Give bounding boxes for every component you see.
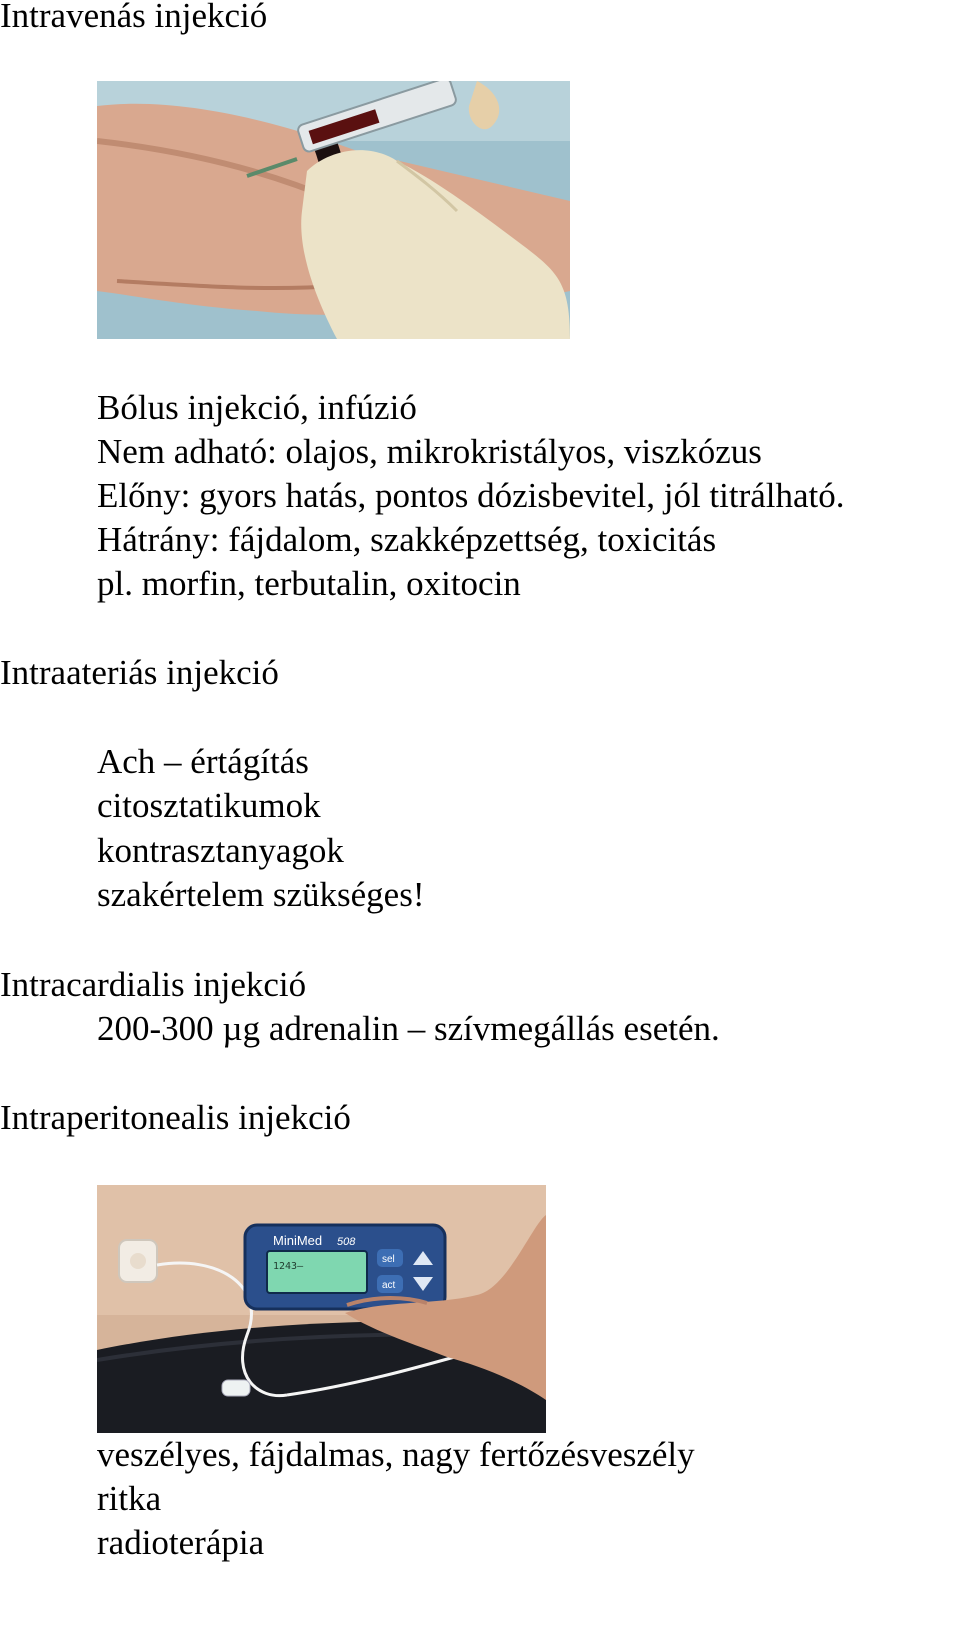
heading-intracardial: Intracardialis injekció [0,965,307,1004]
ia-line-3: kontrasztanyagok [97,831,344,870]
pump-screen-text: 1243– [273,1261,304,1272]
iv-line-4: Hátrány: fájdalom, szakképzettség, toxicitás [97,520,717,559]
iv-line-2: Nem adható: olajos, mikrokristályos, viszkózus [97,432,762,471]
heading-intraarterial: Intraateriás injekció [0,653,279,692]
pump-model: 508 [337,1236,356,1248]
ia-line-2: citosztatikumok [97,786,321,825]
heading-intraperitoneal: Intraperitonealis injekció [0,1098,351,1137]
ic-line-1: 200-300 µg adrenalin – szívmegállás esetén. [97,1009,720,1048]
ip-line-3: radioterápia [97,1523,265,1562]
pump-act-label: act [382,1280,396,1291]
ip-line-2: ritka [97,1479,162,1518]
iv-line-1: Bólus injekció, infúzió [97,388,417,427]
insulin-pump-photo [97,1185,546,1433]
pump-brand: MiniMed [273,1233,323,1248]
iv-injection-photo [97,81,570,339]
heading-intravenous: Intravenás injekció [0,0,268,35]
ia-line-4: szakértelem szükséges! [97,875,425,914]
pump-sel-label: sel [382,1254,395,1265]
iv-line-3: Előny: gyors hatás, pontos dózisbevitel, jól titrálható. [97,476,845,515]
ip-line-1: veszélyes, fájdalmas, nagy fertőzésveszély [97,1435,695,1474]
iv-line-5: pl. morfin, terbutalin, oxitocin [97,564,521,603]
ia-line-1: Ach – értágítás [97,742,309,781]
